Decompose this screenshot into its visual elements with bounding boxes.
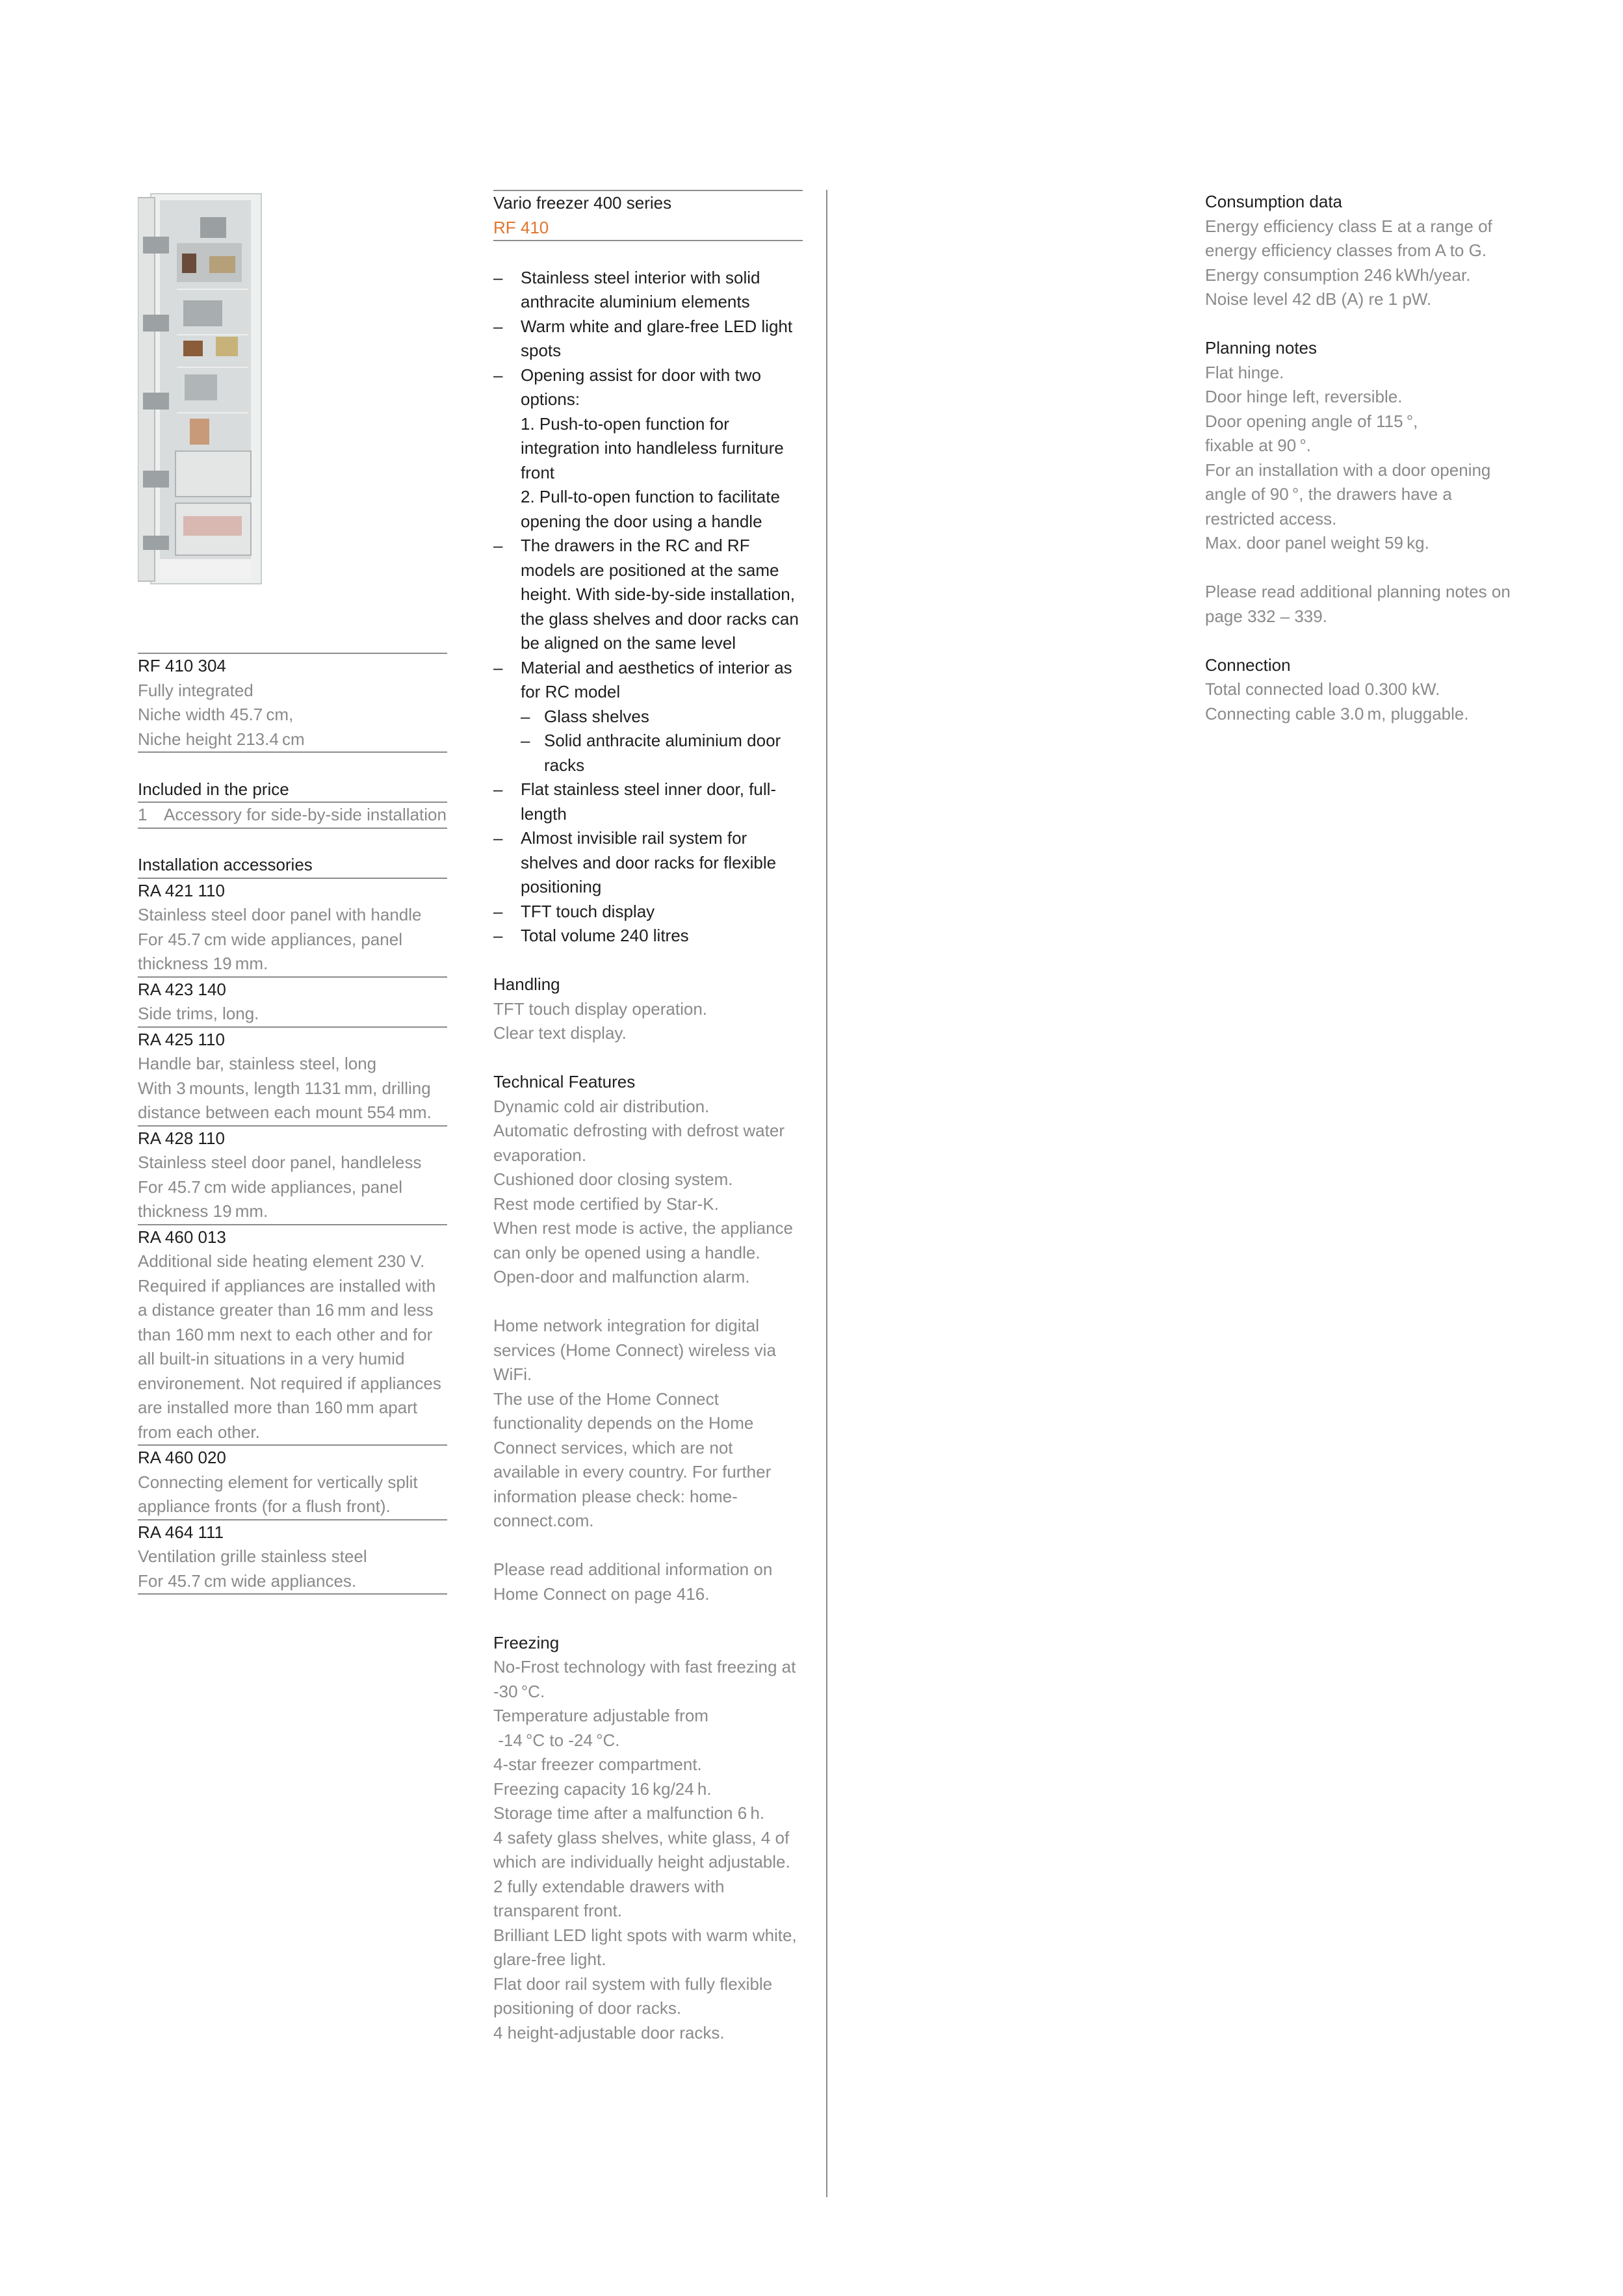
accessory-desc: With 3 mounts, length 1131 mm, drilling distance between each mount 554 mm. <box>138 1078 432 1122</box>
freezing-line: 4 height-adjustable door racks. <box>493 2022 725 2042</box>
accessory-item <box>138 879 447 978</box>
accessory-desc: Stainless steel door panel, handleless <box>138 1153 422 1172</box>
included-item-number: 1 <box>138 805 148 824</box>
feature-item <box>493 826 803 900</box>
accessory-code: RA 421 110 <box>138 880 225 900</box>
feature-text: Opening assist for door with two options: <box>521 365 761 409</box>
planning-note: Please read additional planning notes on page 332 – 339. <box>1205 582 1511 626</box>
consumption-heading: Consumption data <box>1205 192 1343 211</box>
handling-heading: Handling <box>493 974 560 994</box>
accessory-desc: Connecting element for vertically split appliance fronts (for a flush front). <box>138 1472 418 1516</box>
spec-line: Niche width 45.7 cm, <box>138 705 294 724</box>
freezing-line: Storage time after a malfunction 6 h. <box>493 1803 765 1823</box>
accessory-code: RA 460 020 <box>138 1448 226 1467</box>
bullet: – <box>521 731 530 750</box>
feature-item <box>493 924 803 948</box>
freezing-heading: Freezing <box>493 1632 560 1652</box>
feature-text: Almost invisible rail system for shelves and door racks for flexible positioning <box>521 828 777 896</box>
bullet: – <box>493 901 503 921</box>
freezing-line: 4-star freezer compartment. <box>493 1755 702 1774</box>
bullet: – <box>493 926 503 945</box>
consumption-line: Energy efficiency class E at a range of energy efficiency classes from A to G. <box>1205 216 1492 260</box>
spec-line: Niche height 213.4 cm <box>138 729 305 749</box>
feature-item <box>493 363 803 412</box>
freezing-line: No-Frost technology with fast freezing at -30 °C. <box>493 1657 796 1701</box>
connection-heading: Connection <box>1205 655 1291 675</box>
accessory-item <box>138 1446 447 1520</box>
feature-text: Warm white and glare-free LED light spots <box>521 316 793 360</box>
accessory-desc: Handle bar, stainless steel, long <box>138 1054 377 1073</box>
freezer-product-image <box>138 191 268 588</box>
accessory-desc: Side trims, long. <box>138 1004 259 1023</box>
feature-item <box>493 900 803 924</box>
handling-line: TFT touch display operation. <box>493 998 708 1019</box>
bullet: – <box>493 267 503 287</box>
feature-text: Material and aesthetics of interior as for RC model <box>521 657 792 701</box>
accessory-code: RA 425 110 <box>138 1029 225 1049</box>
included-item <box>138 803 447 829</box>
right-column <box>1205 190 1517 726</box>
network-line: Home network integration for digital services (Home Connect) wireless via WiFi. <box>493 1316 776 1384</box>
connection-line: Total connected load 0.300 kW. <box>1205 679 1440 699</box>
bullet: – <box>493 779 503 799</box>
feature-text: Solid anthracite aluminium door racks <box>544 731 781 775</box>
bullet: – <box>493 536 503 555</box>
accessory-code: RA 428 110 <box>138 1128 225 1148</box>
connection-line: Connecting cable 3.0 m, pluggable. <box>1205 703 1469 724</box>
bullet: – <box>493 828 503 848</box>
consumption-line: Energy consumption 246 kWh/year. <box>1205 265 1471 285</box>
technical-line: Dynamic cold air distribution. <box>493 1096 710 1116</box>
feature-item <box>493 534 803 656</box>
technical-line: Automatic defrosting with defrost water evaporation. <box>493 1121 785 1165</box>
accessory-desc: For 45.7 cm wide appliances. <box>138 1571 357 1591</box>
feature-option: 1. Push-to-open function for integration into handleless furniture front <box>521 413 784 482</box>
planning-heading: Planning notes <box>1205 338 1318 358</box>
technical-line: When rest mode is active, the appliance can only be opened using a handle. <box>493 1218 794 1262</box>
accessory-item <box>138 1520 447 1595</box>
freezing-line: -14 °C to -24 °C. <box>493 1730 620 1750</box>
bullet: – <box>493 657 503 677</box>
feature-text: Stainless steel interior with solid anthracite aluminium elements <box>521 267 760 311</box>
accessory-code: RA 423 140 <box>138 979 226 999</box>
feature-item <box>493 266 803 315</box>
accessory-item <box>138 1225 447 1446</box>
feature-option: 2. Pull-to-open function to facilitate opening the door using a handle <box>521 487 780 531</box>
technical-line: Cushioned door closing system. <box>493 1169 733 1189</box>
planning-line: For an installation with a door opening angle of 90 °, the drawers have a restricted access. <box>1205 460 1491 528</box>
feature-subitem <box>493 729 803 777</box>
accessory-desc: For 45.7 cm wide appliances, panel thickness 19 mm. <box>138 1177 402 1221</box>
freezing-line: 4 safety glass shelves, white glass, 4 of which are individually height adjustable. <box>493 1827 790 1872</box>
handling-line: Clear text display. <box>493 1023 627 1043</box>
left-column <box>138 653 447 1595</box>
accessory-item <box>138 1028 447 1127</box>
freezing-line: Freezing capacity 16 kg/24 h. <box>493 1779 712 1799</box>
accessory-item <box>138 1127 447 1225</box>
feature-text: The drawers in the RC and RF models are positioned at the same height. With side-by-side installation, the glass shelves and door racks can be aligned on the same level <box>521 536 799 653</box>
series-title: Vario freezer 400 series <box>493 190 803 216</box>
feature-text: Glass shelves <box>544 706 649 726</box>
accessory-desc: Additional side heating element 230 V. Required if appliances are installed with a distance greater than 16 mm and less than 160 mm next to each other and for all built-in situations in a very humid environement. Not required if appliances are installed more than 160 mm apart from each other. <box>138 1251 441 1442</box>
accessory-desc: For 45.7 cm wide appliances, panel thickness 19 mm. <box>138 929 402 973</box>
planning-line: Door opening angle of 115 °, <box>1205 411 1418 431</box>
consumption-line: Noise level 42 dB (A) re 1 pW. <box>1205 289 1432 309</box>
technical-line: Open-door and malfunction alarm. <box>493 1267 750 1286</box>
column-divider <box>826 190 827 2197</box>
planning-line: fixable at 90 °. <box>1205 436 1312 455</box>
technical-line: Rest mode certified by Star-K. <box>493 1194 719 1214</box>
bullet: – <box>493 365 503 385</box>
feature-item <box>493 777 803 826</box>
model-title: RF 410 <box>493 216 803 242</box>
bullet: – <box>493 316 503 336</box>
middle-column <box>493 190 803 2045</box>
accessory-desc: Ventilation grille stainless steel <box>138 1546 367 1566</box>
accessory-desc: Stainless steel door panel with handle <box>138 905 422 924</box>
planning-line: Max. door panel weight 59 kg. <box>1205 533 1429 553</box>
freezing-line: Temperature adjustable from <box>493 1706 708 1725</box>
freezing-line: Brilliant LED light spots with warm white, glare-free light. <box>493 1925 797 1969</box>
home-connect-note: Please read additional information on Home Connect on page 416. <box>493 1559 773 1604</box>
freezing-line: Flat door rail system with fully flexible positioning of door racks. <box>493 1974 773 2018</box>
network-line: The use of the Home Connect functionality depends on the Home Connect services, which are not available in every country. For further information please check: home-connect.com. <box>493 1389 772 1530</box>
spec-line: Fully integrated <box>138 680 253 700</box>
freezing-line: 2 fully extendable drawers with transparent front. <box>493 1876 725 1920</box>
model-code: RF 410 304 <box>138 653 447 679</box>
accessory-item <box>138 978 447 1028</box>
model-specs <box>138 679 447 753</box>
accessories-heading: Installation accessories <box>138 853 447 879</box>
planning-line: Flat hinge. <box>1205 362 1284 382</box>
bullet: – <box>521 706 530 726</box>
feature-item <box>493 315 803 363</box>
accessory-code: RA 464 111 <box>138 1522 224 1542</box>
feature-subitem <box>493 705 803 729</box>
accessory-code: RA 460 013 <box>138 1227 226 1247</box>
technical-heading: Technical Features <box>493 1072 636 1091</box>
feature-text: TFT touch display <box>521 901 655 921</box>
included-heading: Included in the price <box>138 777 447 803</box>
included-item-text: Accessory for side-by-side installation <box>164 805 447 824</box>
feature-text: Total volume 240 litres <box>521 926 689 945</box>
planning-line: Door hinge left, reversible. <box>1205 387 1403 406</box>
feature-text: Flat stainless steel inner door, full-length <box>521 779 777 824</box>
feature-item <box>493 656 803 705</box>
